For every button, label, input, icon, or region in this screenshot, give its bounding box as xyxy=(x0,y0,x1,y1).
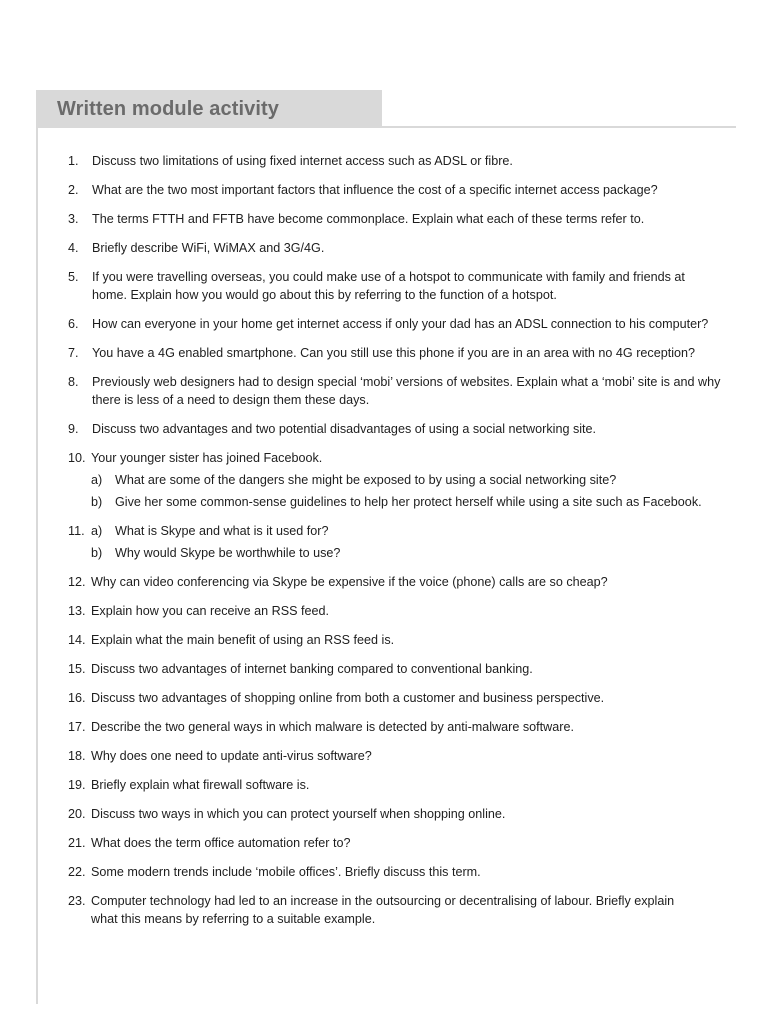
question-item xyxy=(0,718,768,736)
question-item xyxy=(0,834,768,852)
question-item xyxy=(0,573,768,591)
question-item xyxy=(0,522,768,562)
header-rule xyxy=(382,126,736,128)
question-number: 6. xyxy=(68,317,79,331)
question-number: 3. xyxy=(68,212,79,226)
question-number: 18. xyxy=(68,749,86,763)
question-item xyxy=(0,689,768,707)
question-text: Briefly explain what firewall software is. xyxy=(91,778,310,792)
sub-question-letter: a) xyxy=(91,524,103,538)
question-text: Computer technology had led to an increase in the outsourcing or decentralising of labour. Briefly explain what this means by referring to a suitable example. xyxy=(91,894,675,926)
question-text: How can everyone in your home get internet access if only your dad has an ADSL connection to his computer? xyxy=(92,317,709,331)
question-item xyxy=(0,863,768,881)
question-item xyxy=(0,747,768,765)
question-item xyxy=(0,602,768,620)
question-text: The terms FTTH and FFTB have become commonplace. Explain what each of these terms refer to. xyxy=(92,212,645,226)
question-number: 19. xyxy=(68,778,86,792)
section-header xyxy=(36,90,382,128)
question-item xyxy=(0,210,768,228)
sub-question-text: Give her some common-sense guidelines to help her protect herself while using a site such as Facebook. xyxy=(115,495,702,509)
question-text: Discuss two advantages of internet banking compared to conventional banking. xyxy=(91,662,533,676)
sub-question xyxy=(0,544,768,562)
sub-question xyxy=(0,493,768,511)
question-item xyxy=(0,420,768,438)
question-text: You have a 4G enabled smartphone. Can you still use this phone if you are in an area with no 4G reception? xyxy=(92,346,696,360)
question-item xyxy=(0,239,768,257)
question-number: 14. xyxy=(68,633,86,647)
question-item xyxy=(0,631,768,649)
question-text: Explain how you can receive an RSS feed. xyxy=(91,604,330,618)
question-number: 20. xyxy=(68,807,86,821)
question-number: 4. xyxy=(68,241,79,255)
question-number: 8. xyxy=(68,375,79,389)
sub-question-letter: b) xyxy=(91,495,103,509)
question-item xyxy=(0,268,768,304)
page-title: Written module activity xyxy=(57,98,279,120)
question-number: 7. xyxy=(68,346,79,360)
question-item xyxy=(0,181,768,199)
question-number: 10. xyxy=(68,451,86,465)
question-number: 23. xyxy=(68,894,86,908)
question-number: 16. xyxy=(68,691,86,705)
question-item xyxy=(0,152,768,170)
question-list xyxy=(0,152,768,939)
sub-question xyxy=(0,471,768,489)
question-number: 21. xyxy=(68,836,86,850)
question-number: 9. xyxy=(68,422,79,436)
sub-question-letter: b) xyxy=(91,546,103,560)
sub-question xyxy=(0,522,768,540)
question-item xyxy=(0,344,768,362)
question-text: Your younger sister has joined Facebook. xyxy=(91,451,323,465)
question-number: 13. xyxy=(68,604,86,618)
question-text: Previously web designers had to design special ‘mobi’ versions of websites. Explain what a ‘mobi’ site is and why there is less of a need to design them these days. xyxy=(92,375,721,407)
question-text: Discuss two advantages of shopping online from both a customer and business perspective. xyxy=(91,691,605,705)
question-item xyxy=(0,776,768,794)
question-number: 5. xyxy=(68,270,79,284)
question-number: 15. xyxy=(68,662,86,676)
question-text: If you were travelling overseas, you could make use of a hotspot to communicate with family and friends at home. Explain how you would go about this by referring to the function of a hotspot. xyxy=(92,270,685,302)
question-number: 22. xyxy=(68,865,86,879)
question-text: Discuss two ways in which you can protect yourself when shopping online. xyxy=(91,807,506,821)
sub-question-text: What are some of the dangers she might be exposed to by using a social networking site? xyxy=(115,473,617,487)
question-item xyxy=(0,892,768,928)
question-item xyxy=(0,805,768,823)
question-item xyxy=(0,373,768,409)
question-text: Describe the two general ways in which malware is detected by anti-malware software. xyxy=(91,720,574,734)
sub-question-letter: a) xyxy=(91,473,103,487)
question-text: Briefly describe WiFi, WiMAX and 3G/4G. xyxy=(92,241,325,255)
question-number: 1. xyxy=(68,154,79,168)
question-text: Why can video conferencing via Skype be expensive if the voice (phone) calls are so cheap? xyxy=(91,575,608,589)
question-number: 12. xyxy=(68,575,86,589)
question-text: What does the term office automation refer to? xyxy=(91,836,351,850)
question-text: Discuss two limitations of using fixed internet access such as ADSL or fibre. xyxy=(92,154,513,168)
question-text: Some modern trends include ‘mobile offices’. Briefly discuss this term. xyxy=(91,865,481,879)
question-item xyxy=(0,660,768,678)
question-text: Discuss two advantages and two potential disadvantages of using a social networking site. xyxy=(92,422,597,436)
question-text: What are the two most important factors that influence the cost of a specific internet access package? xyxy=(92,183,658,197)
question-number: 11. xyxy=(68,524,85,538)
question-item xyxy=(0,449,768,511)
question-number: 17. xyxy=(68,720,86,734)
sub-question-text: Why would Skype be worthwhile to use? xyxy=(115,546,341,560)
question-text: Why does one need to update anti-virus software? xyxy=(91,749,372,763)
question-number: 2. xyxy=(68,183,79,197)
question-text: Explain what the main benefit of using an RSS feed is. xyxy=(91,633,395,647)
question-item xyxy=(0,315,768,333)
sub-question-text: What is Skype and what is it used for? xyxy=(115,524,329,538)
